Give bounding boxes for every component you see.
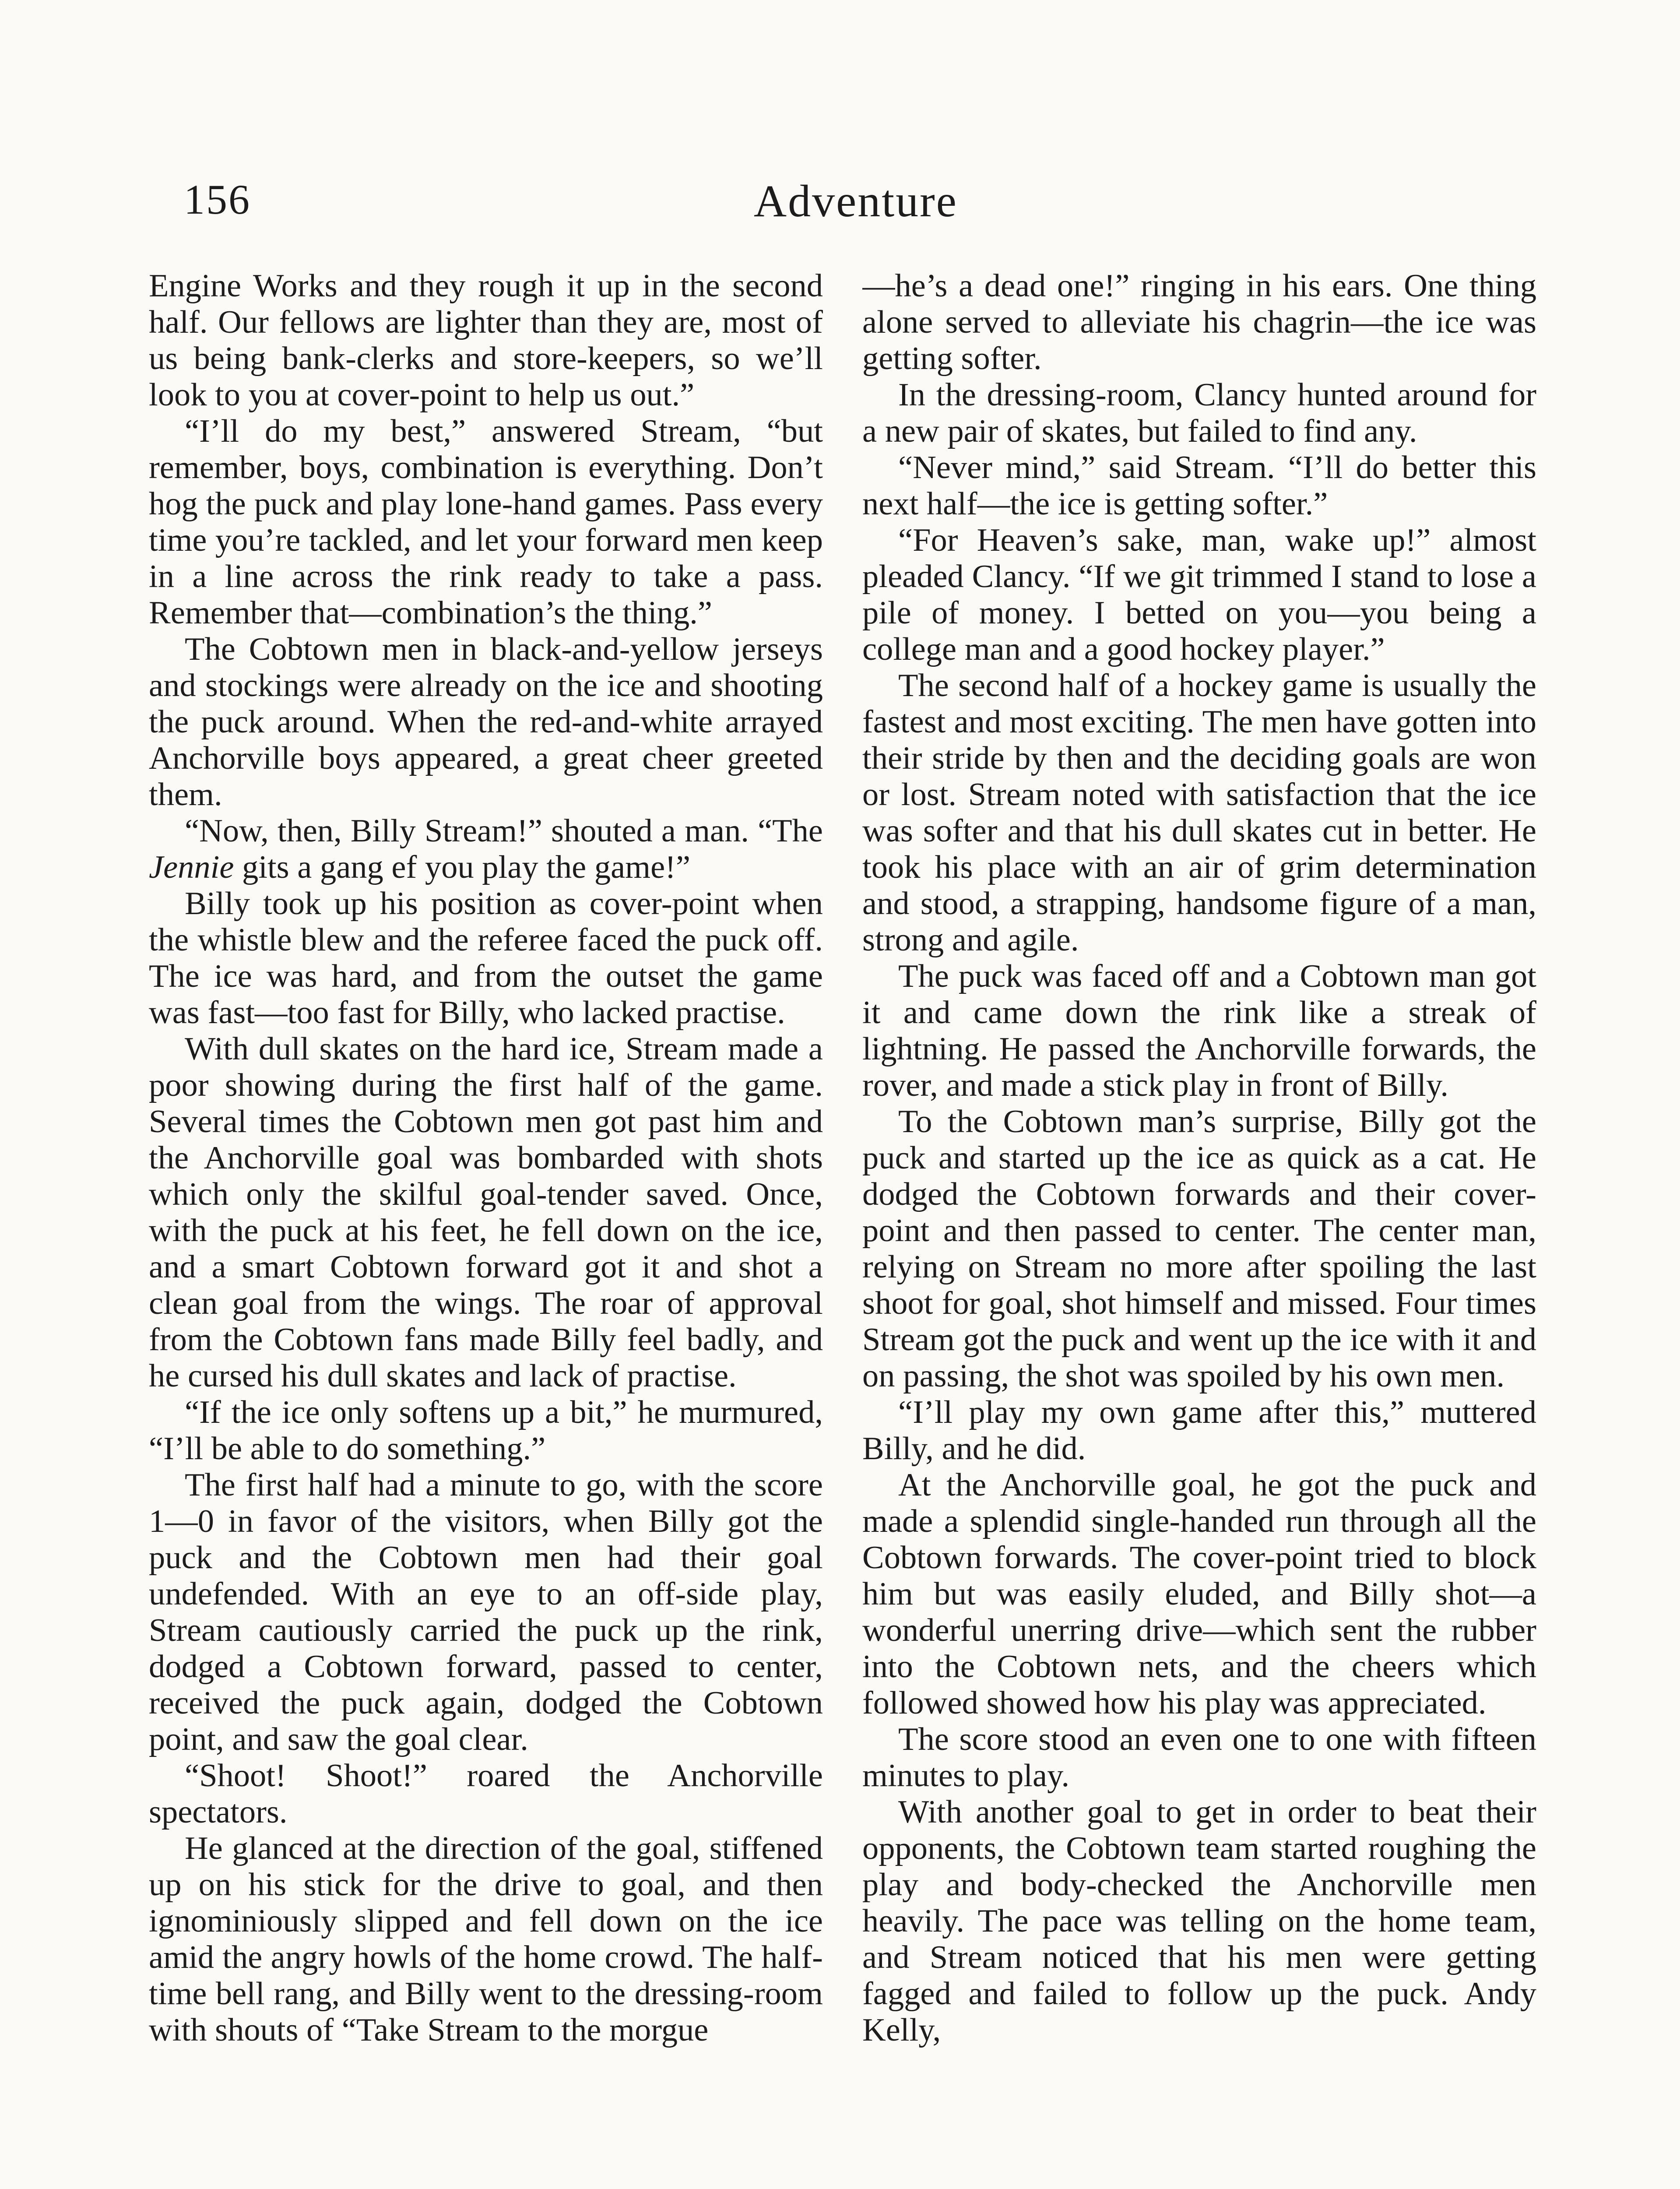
paragraph-text: “If the ice only softens up a bit,” he murmured, “I’ll be able to do something.” (149, 1394, 823, 1467)
paragraph-text: “I’ll play my own game after this,” muttered Billy, and he did. (862, 1394, 1536, 1467)
paragraph-text: “For Heaven’s sake, man, wake up!” almost pleaded Clancy. “If we git trimmed I stand to lose a pile of money. I betted on you—you being a college man and a good hockey player.” (862, 522, 1536, 667)
paragraph-text: The puck was faced off and a Cobtown man got it and came down the rink like a streak of lightning. He passed the Anchorville forwards, the rover, and made a stick play in front of Billy. (862, 958, 1536, 1103)
paragraph (862, 522, 1536, 668)
paragraph-text: At the Anchorville goal, he got the puck and made a splendid single-handed run through all the Cobtown forwards. The cover-point tried to block him but was easily eluded, and Billy shot—a wonderful unerring drive—which sent the rubber into the Cobtown nets, and the cheers which followed showed how his play was appreciated. (862, 1467, 1536, 1721)
italic-text: Jennie (149, 849, 234, 885)
paragraph (862, 1721, 1536, 1794)
paragraph-text: Billy took up his position as cover-point when the whistle blew and the referee faced the puck off. The ice was hard, and from the outset the game was fast—too fast for Billy, who lacked practise. (149, 886, 823, 1031)
paragraph-text: “Now, then, Billy Stream!” shouted a man. “The (185, 813, 823, 849)
left-column (149, 268, 823, 2189)
page-number: 156 (184, 176, 251, 223)
paragraph-text: “Shoot! Shoot!” roared the Anchorville spectators. (149, 1758, 823, 1830)
right-column (862, 268, 1536, 2189)
paragraph (862, 1467, 1536, 1721)
paragraph (149, 631, 823, 813)
paragraph (149, 886, 823, 1031)
paragraph (149, 1031, 823, 1394)
paragraph-text: He glanced at the direction of the goal, stiffened up on his stick for the drive to goal, and then ignominiously slipped and fell down on the ice amid the angry howls of the home crowd. The half-time bell rang, and Billy went to the dressing-room with shouts of “Take Stream to the morgue (149, 1830, 823, 2048)
paragraph (862, 958, 1536, 1104)
text-columns (149, 268, 1536, 2189)
paragraph (149, 1394, 823, 1467)
paragraph-text: “I’ll do my best,” answered Stream, “but remember, boys, combination is everything. Don’t hog the puck and play lone-hand games. Pass every time you’re tackled, and let your forward men keep in a line across the rink ready to take a pass. Remember that—combination’s the thing.” (149, 413, 823, 631)
paragraph-text: With another goal to get in order to beat their opponents, the Cobtown team started roughing the play and body-checked the Anchorville men heavily. The pace was telling on the home team, and Stream noticed that his men were getting fagged and failed to follow up the puck. Andy Kelly, (862, 1794, 1536, 2048)
paragraph (862, 668, 1536, 958)
paragraph (149, 268, 823, 413)
paragraph-text: To the Cobtown man’s surprise, Billy got the puck and started up the ice as quick as a cat. He dodged the Cobtown forwards and their cover-point and then passed to center. The center man, relying on Stream no more after spoiling the last shoot for goal, shot himself and missed. Four times Stream got the puck and went up the ice with it and on passing, the shot was spoiled by his own men. (862, 1104, 1536, 1394)
paragraph (862, 377, 1536, 450)
paragraph (149, 1758, 823, 1830)
paragraph-text: The second half of a hockey game is usually the fastest and most exciting. The men have gotten into their stride by then and the deciding goals are won or lost. Stream noted with satisfaction that the ice was softer and that his dull skates cut in better. He took his place with an air of grim determination and stood, a strapping, handsome figure of a man, strong and agile. (862, 668, 1536, 958)
paragraph (862, 450, 1536, 522)
paragraph-text: The Cobtown men in black-and-yellow jerseys and stockings were already on the ice and shooting the puck around. When the red-and-white arrayed Anchorville boys appeared, a great cheer greeted them. (149, 631, 823, 813)
paragraph (149, 1830, 823, 2048)
paragraph-text: With dull skates on the hard ice, Stream made a poor showing during the first half of the game. Several times the Cobtown men got past him and the Anchorville goal was bombarded with shots which only the skilful goal-tender saved. Once, with the puck at his feet, he fell down on the ice, and a smart Cobtown forward got it and shot a clean goal from the wings. The roar of approval from the Cobtown fans made Billy feel badly, and he cursed his dull skates and lack of practise. (149, 1031, 823, 1394)
paragraph (149, 813, 823, 886)
paragraph-text: gits a gang ef you play the game!” (234, 849, 691, 885)
running-title: Adventure (754, 176, 958, 226)
paragraph (862, 1104, 1536, 1394)
paragraph (862, 1394, 1536, 1467)
paragraph (149, 1467, 823, 1758)
paragraph-text: “Never mind,” said Stream. “I’ll do better this next half—the ice is getting softer.” (862, 450, 1536, 522)
page-header (184, 175, 1528, 245)
paragraph-text: —he’s a dead one!” ringing in his ears. One thing alone served to alleviate his chagrin—the ice was getting softer. (862, 268, 1536, 377)
paragraph (149, 413, 823, 631)
paragraph (862, 1794, 1536, 2048)
paragraph (862, 268, 1536, 377)
paragraph-text: The score stood an even one to one with fifteen minutes to play. (862, 1721, 1536, 1794)
paragraph-text: In the dressing-room, Clancy hunted around for a new pair of skates, but failed to find any. (862, 377, 1536, 449)
paragraph-text: Engine Works and they rough it up in the second half. Our fellows are lighter than they are, most of us being bank-clerks and store-keepers, so we’ll look to you at cover-point to help us out.” (149, 268, 823, 413)
paragraph-text: The first half had a minute to go, with the score 1—0 in favor of the visitors, when Billy got the puck and the Cobtown men had their goal undefended. With an eye to an off-side play, Stream cautiously carried the puck up the rink, dodged a Cobtown forward, passed to center, received the puck again, dodged the Cobtown point, and saw the goal clear. (149, 1467, 823, 1757)
